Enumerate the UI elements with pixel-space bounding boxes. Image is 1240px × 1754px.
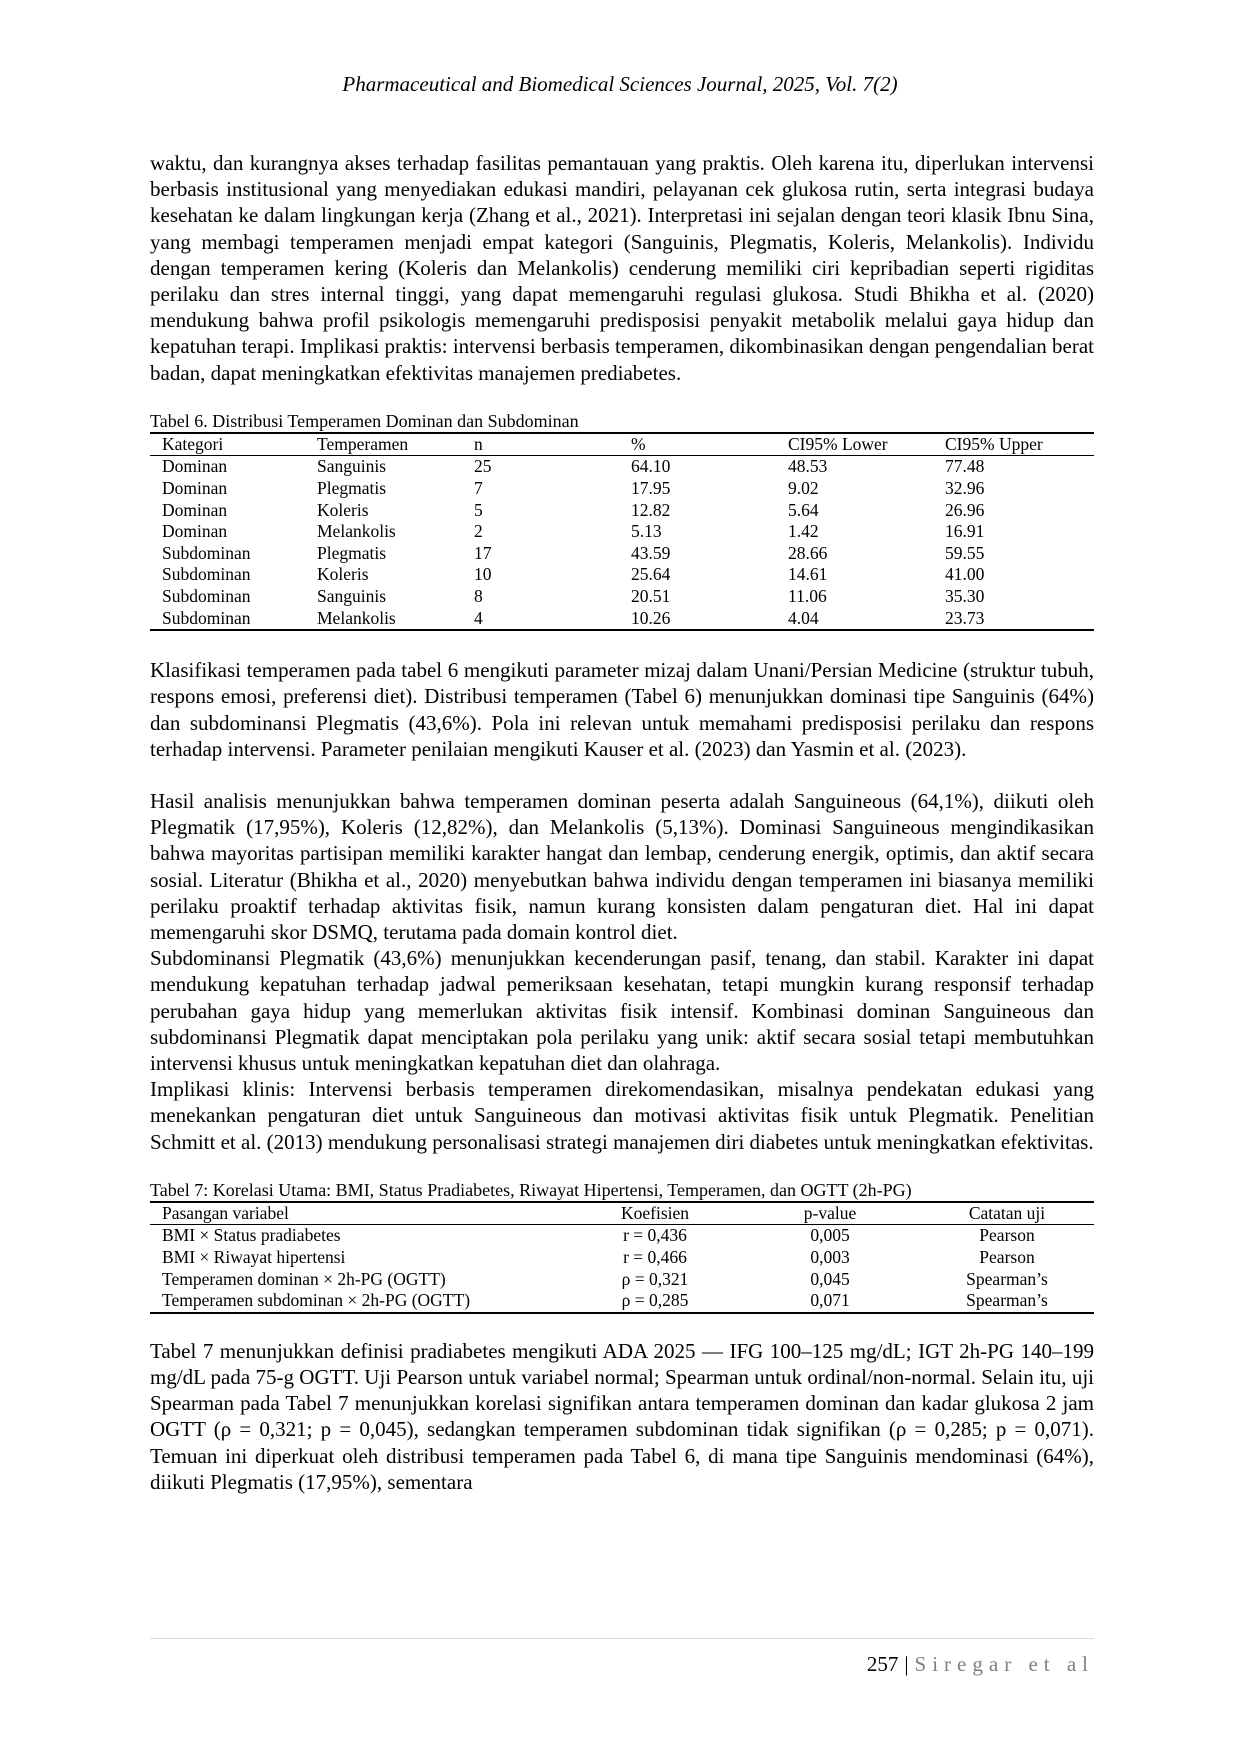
- table-cell: 28.66: [788, 542, 828, 563]
- table-6: [150, 432, 1094, 631]
- table6-header-cell: CI95% Upper: [945, 433, 1043, 454]
- table-cell: 77.48: [945, 456, 985, 477]
- footer-divider: [150, 1638, 1094, 1639]
- table-row: [150, 543, 1094, 565]
- table-row: [150, 1225, 1094, 1247]
- table-cell: 0,005: [810, 1225, 850, 1246]
- table-cell: 35.30: [945, 585, 985, 606]
- table-cell: 14.61: [788, 564, 828, 585]
- table-cell: 4: [474, 607, 483, 628]
- table-cell: 17: [474, 542, 492, 563]
- table-cell: 8: [474, 585, 483, 606]
- table7-header-cell: Pasangan variabel: [162, 1202, 289, 1223]
- table6-header-cell: Kategori: [162, 433, 224, 454]
- table-row: [150, 456, 1094, 478]
- table-cell: Sanguinis: [317, 456, 387, 477]
- paragraph-5: Implikasi klinis: Intervensi berbasis temperamen direkomendasikan, misalnya pendekatan edukasi yang menekankan pengaturan diet untuk Sanguineous dan motivasi aktivitas fisik untuk Plegmatik. Penelitian Schmitt et al. (2013) mendukung personalisasi strategi manajemen diri diabetes untuk meningkatkan efektivitas.: [150, 1077, 1094, 1154]
- table-row: [150, 586, 1094, 608]
- table-cell: 9.02: [788, 478, 819, 499]
- paragraph-1: waktu, dan kurangnya akses terhadap fasilitas pemantauan yang praktis. Oleh karena itu, diperlukan intervensi berbasis institusional yang menyediakan edukasi mandiri, pelayanan cek glukosa rutin, serta integrasi budaya kesehatan ke dalam lingkungan kerja (Zhang et al., 2021). Interpretasi ini sejalan dengan teori klasik Ibnu Sina, yang membagi temperamen menjadi empat kategori (Sanguinis, Plegmatis, Koleris, Melankolis). Individu dengan temperamen kering (Koleris dan Melankolis) cenderung memiliki ciri kepribadian seperti rigiditas perilaku dan stres internal tinggi, yang dapat memengaruhi regulasi glukosa. Studi Bhikha et al. (2020) mendukung bahwa profil psikologis memengaruhi predisposisi penyakit metabolik melalui gaya hidup dan kepatuhan terapi. Implikasi praktis: intervensi berbasis temperamen, dikombinasikan dengan pengendalian berat badan, dapat meningkatkan efektivitas manajemen prediabetes.: [150, 151, 1094, 385]
- page-content: [150, 150, 1094, 1495]
- paragraph-6: Tabel 7 menunjukkan definisi pradiabetes mengikuti ADA 2025 — IFG 100–125 mg/dL; IGT 2h-PG 140–199 mg/dL pada 75-g OGTT. Uji Pearson untuk variabel normal; Spearman untuk ordinal/non-normal. Selain itu, uji Spearman pada Tabel 7 menunjukkan korelasi signifikan antara temperamen dominan dan kadar glukosa 2 jam OGTT (ρ = 0,321; p = 0,045), sedangkan temperamen subdominan tidak signifikan (ρ = 0,285; p = 0,071). Temuan ini diperkuat oleh distribusi temperamen pada Tabel 6, di mana tipe Sanguinis mendominasi (64%), diikuti Plegmatis (17,95%), sementara: [150, 1338, 1094, 1494]
- table-cell: Plegmatis: [317, 542, 387, 563]
- table6-header-cell: %: [631, 433, 646, 454]
- table-7-header-row: [150, 1202, 1094, 1225]
- table-cell: 41.00: [945, 564, 985, 585]
- table7-header-cell: Koefisien: [620, 1202, 690, 1223]
- table-cell: 0,071: [810, 1290, 850, 1311]
- table-cell: Dominan: [162, 499, 228, 520]
- table-cell: 10.26: [631, 607, 671, 628]
- table6-header-cell: Temperamen: [317, 433, 409, 454]
- table-cell: Temperamen dominan × 2h-PG (OGTT): [162, 1268, 446, 1289]
- table-cell: Spearman’s: [966, 1290, 1048, 1311]
- table-row: [150, 1290, 1094, 1313]
- table-cell: BMI × Riwayat hipertensi: [162, 1247, 346, 1268]
- table-cell: Sanguinis: [317, 585, 387, 606]
- table-7-caption: Tabel 7: Korelasi Utama: BMI, Status Pradiabetes, Riwayat Hipertensi, Temperamen, dan OGTT (2h-PG): [150, 1179, 912, 1200]
- table6-header-cell: CI95% Lower: [788, 433, 888, 454]
- table-cell: Dominan: [162, 521, 228, 542]
- table-cell: Pearson: [979, 1225, 1035, 1246]
- table-cell: 43.59: [631, 542, 671, 563]
- paragraph-2: Klasifikasi temperamen pada tabel 6 mengikuti parameter mizaj dalam Unani/Persian Medicine (struktur tubuh, respons emosi, preferensi diet). Distribusi temperamen (Tabel 6) menunjukkan dominasi tipe Sanguinis (64%) dan subdominansi Plegmatis (43,6%). Pola ini relevan untuk memahami predisposisi perilaku dan respons terhadap intervensi. Parameter penilaian mengikuti Kauser et al. (2023) dan Yasmin et al. (2023).: [150, 658, 1094, 761]
- table-row: [150, 521, 1094, 543]
- table-cell: 26.96: [945, 499, 985, 520]
- table-cell: Subdominan: [162, 542, 251, 563]
- table-cell: 0,045: [810, 1268, 850, 1289]
- table-cell: Dominan: [162, 456, 228, 477]
- table-cell: Dominan: [162, 478, 228, 499]
- table-cell: 5.13: [631, 521, 662, 542]
- table-cell: Melankolis: [317, 521, 396, 542]
- table-cell: Melankolis: [317, 607, 396, 628]
- table-cell: 12.82: [631, 499, 671, 520]
- table7-header-cell: Catatan uji: [968, 1202, 1046, 1223]
- page-number: 257: [866, 1652, 899, 1676]
- table6-header-cell: n: [474, 433, 483, 454]
- table-cell: ρ = 0,285: [621, 1290, 689, 1311]
- table7-header-cell: p-value: [803, 1202, 857, 1223]
- paragraph-3: Hasil analisis menunjukkan bahwa temperamen dominan peserta adalah Sanguineous (64,1%), diikuti oleh Plegmatik (17,95%), Koleris (12,82%), dan Melankolis (5,13%). Dominasi Sanguineous mengindikasikan bahwa mayoritas partisipan memiliki karakter hangat dan lembap, cenderung energik, optimis, dan aktif secara sosial. Literatur (Bhikha et al., 2020) menyebutkan bahwa individu dengan temperamen ini biasanya memiliki perilaku proaktif terhadap aktivitas fisik, namun kurang konsisten dalam pengaturan diet. Hal ini dapat memengaruhi skor DSMQ, terutama pada domain kontrol diet.: [150, 788, 1094, 944]
- table-cell: 25: [474, 456, 492, 477]
- footer-separator: |: [904, 1652, 909, 1676]
- table-cell: ρ = 0,321: [621, 1268, 689, 1289]
- table-cell: Spearman’s: [966, 1268, 1048, 1289]
- table-cell: 5.64: [788, 499, 819, 520]
- table-cell: 23.73: [945, 607, 985, 628]
- table-cell: 1.42: [788, 521, 819, 542]
- table-row: [150, 500, 1094, 522]
- table-cell: Temperamen subdominan × 2h-PG (OGTT): [162, 1290, 471, 1311]
- table-cell: 16.91: [945, 521, 985, 542]
- table-row: [150, 608, 1094, 631]
- table-7: [150, 1201, 1094, 1314]
- table-cell: r = 0,436: [623, 1225, 687, 1246]
- table-cell: 59.55: [945, 542, 985, 563]
- table-cell: 2: [474, 521, 483, 542]
- journal-header: Pharmaceutical and Biomedical Sciences Journal, 2025, Vol. 7(2): [342, 72, 898, 96]
- table-cell: Subdominan: [162, 564, 251, 585]
- paragraph-4: Subdominansi Plegmatik (43,6%) menunjukkan kecenderungan pasif, tenang, dan stabil. Karakter ini dapat mendukung kepatuhan terhadap jadwal pemeriksaan kesehatan, tetapi mungkin kurang responsif terhadap perubahan gaya hidup yang memerlukan aktivitas fisik intensif. Kombinasi dominan Sanguineous dan subdominansi Plegmatik dapat menciptakan pola perilaku yang unik: aktif secara sosial tetapi membutuhkan intervensi khusus untuk meningkatkan kepatuhan diet dan olahraga.: [150, 946, 1094, 1076]
- table-cell: 32.96: [945, 478, 985, 499]
- table-cell: 0,003: [810, 1247, 850, 1268]
- table-cell: Subdominan: [162, 585, 251, 606]
- table-cell: Koleris: [317, 564, 369, 585]
- table-cell: 25.64: [631, 564, 671, 585]
- table-row: [150, 1269, 1094, 1291]
- table-cell: 48.53: [788, 456, 828, 477]
- table-cell: 10: [474, 564, 492, 585]
- table-row: [150, 564, 1094, 586]
- running-author: Siregar et al: [914, 1652, 1094, 1676]
- table-cell: 7: [474, 478, 483, 499]
- table-cell: 4.04: [788, 607, 819, 628]
- table-cell: 5: [474, 499, 483, 520]
- table-cell: 20.51: [631, 585, 671, 606]
- table-cell: BMI × Status pradiabetes: [162, 1225, 341, 1246]
- table-cell: Koleris: [317, 499, 369, 520]
- table-row: [150, 1247, 1094, 1269]
- table-cell: Subdominan: [162, 607, 251, 628]
- table-cell: Pearson: [979, 1247, 1035, 1268]
- table-6-header-row: [150, 433, 1094, 456]
- table-cell: 64.10: [631, 456, 671, 477]
- table-cell: r = 0,466: [623, 1247, 687, 1268]
- table-6-caption: Tabel 6. Distribusi Temperamen Dominan dan Subdominan: [150, 410, 579, 431]
- table-row: [150, 478, 1094, 500]
- page-footer: [867, 1652, 1094, 1677]
- table-cell: 17.95: [631, 478, 671, 499]
- table-cell: 11.06: [788, 585, 827, 606]
- table-cell: Plegmatis: [317, 478, 387, 499]
